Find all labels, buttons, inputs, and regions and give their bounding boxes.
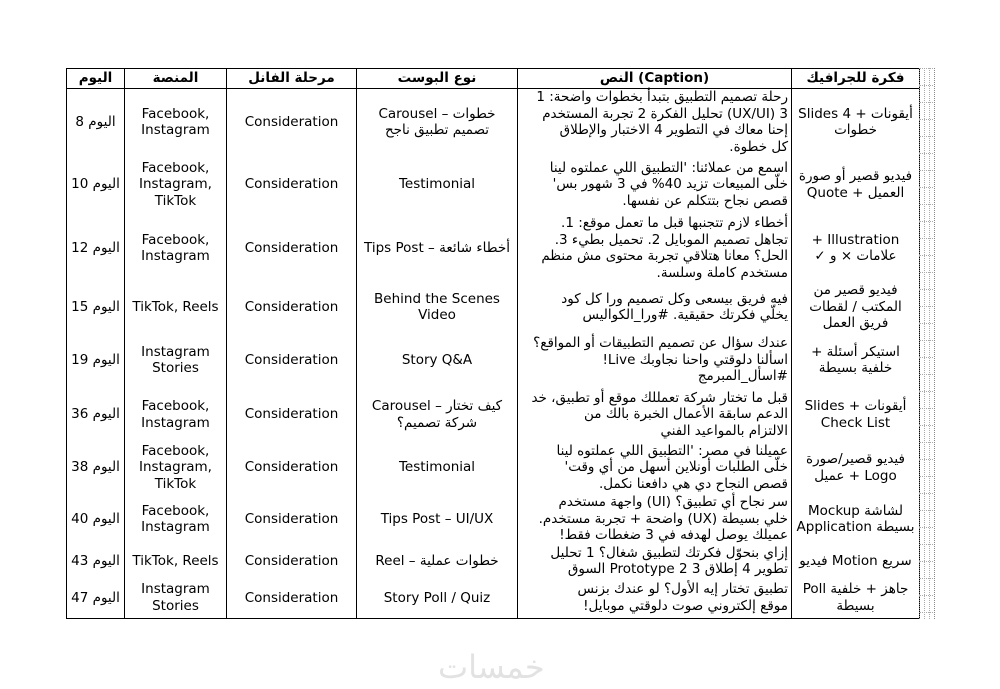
header-funnel-stage: مرحلة الفانل [227,69,357,89]
platform-cell-line: Instagram [141,519,210,535]
gridline [919,391,933,392]
caption-cell-line: إحنا معاك في التطوير 4 الاختبار والإطلاق [559,122,788,138]
header-caption: النص (Caption) [518,69,792,89]
caption-cell-line: مستخدم كاملة وسلسة. [656,264,788,281]
gridline [919,510,933,511]
gridline [919,425,933,426]
gridline [919,544,933,545]
caption-cell-line: فيه فريق بيسعى وكل تصميم ورا كل كود [561,290,788,307]
gridline [919,493,933,494]
caption-cell [518,494,792,544]
caption-cell-line: اسمع من عملائنا: 'التطبيق اللي عملتوه لينا [549,159,788,176]
caption-cell [518,89,792,156]
graphic-idea-cell-line: بسيطة Application [796,519,915,535]
platform-cell-line: TikTok, Reels [132,552,219,569]
gridline [919,476,933,477]
gridline [919,408,933,409]
graphic-idea-cell-line: Logo + عميل [814,467,897,484]
caption-cell-line: يخلّي فكرتك حقيقية. #ورا_الكواليس [582,307,788,323]
graphic-idea-cell-line: جاهز + خلفية Poll [802,581,909,598]
gridline [919,340,933,341]
graphic-idea-cell-line: Illustration + [811,231,900,248]
graphic-idea-cell-line: لشاشة Mockup [808,502,903,519]
caption-cell [518,441,792,494]
platform-cell-line: Instagram [141,581,210,598]
funnel-stage-cell: Consideration [227,214,357,282]
platform-cell [125,388,227,441]
day-cell: اليوم 36 [67,388,125,441]
platform-cell-line: Facebook, [141,159,210,176]
caption-cell-line: خلي بسيطة (UX) واضحة + تجربة مستخدم. [538,510,788,527]
gridline [919,306,933,307]
table-row [67,494,920,544]
caption-cell-line: قبل ما تختار شركة تعمللك موقع أو تطبيق، خد [531,389,788,406]
caption-cell-line: خلّى المبيعات تزيد 40% في 3 شهور بس' [552,176,788,193]
day-cell: اليوم 40 [67,494,125,544]
gridline [919,459,933,460]
graphic-idea-cell [792,282,920,332]
post-type-cell [357,214,518,282]
caption-cell-line: قصص النجاح دي هي دافعنا نكمل. [598,475,788,492]
funnel-stage-cell: Consideration [227,578,357,618]
table-row [67,155,920,214]
post-type-cell-line: Tips Post – UI/UX [380,510,494,527]
funnel-stage-cell: Consideration [227,544,357,578]
graphic-idea-cell-line: أيقونات + 4 Slides [798,105,913,122]
header-post-type: نوع البوست [357,69,518,89]
gridline [919,170,933,171]
day-cell: اليوم 19 [67,332,125,388]
funnel-stage-cell: Consideration [227,282,357,332]
platform-cell-line: Facebook, [141,105,210,122]
post-type-cell-line: Carousel – خطوات [378,105,496,122]
graphic-idea-cell-line: أيقونات + Slides [804,398,907,414]
graphic-idea-cell-line: فيديو قصير/صورة [806,451,905,467]
platform-cell [125,332,227,388]
header-graphic-idea: فكرة للجرافيك [792,69,920,89]
post-type-cell [357,441,518,494]
graphic-idea-cell [792,332,920,388]
graphic-idea-cell-line: فريق العمل [822,315,889,332]
post-type-cell-line: Tips Post – أخطاء شائعة [364,239,510,256]
funnel-stage-cell: Consideration [227,494,357,544]
caption-cell-line: الحل؟ معانا هتلاقي تجربة محتوى مش منظم [541,248,788,264]
caption-cell-line: رحلة تصميم التطبيق بتبدأ بخطوات واضحة: 1 [536,89,788,105]
gridline [919,102,933,103]
post-type-cell-line: Testimonial [398,176,476,193]
gridline [919,595,933,596]
gridline [919,255,933,256]
caption-cell-line: تطوير 4 إطلاق 3 Prototype 2 السوق [567,561,788,577]
platform-cell-line: TikTok, Reels [132,298,219,315]
post-type-cell [357,155,518,214]
graphic-idea-cell-line: استيكر أسئلة + [811,343,900,360]
gridline [919,561,933,562]
header-day: اليوم [67,69,125,89]
graphic-idea-cell-line: علامات × و ✓ [814,248,897,264]
gridline [919,238,933,239]
platform-cell [125,578,227,618]
gridline [919,272,933,273]
graphic-idea-cell [792,441,920,494]
gridline [919,153,933,154]
post-type-cell-line: Reel – خطوات عملية [375,552,499,569]
gridline [919,204,933,205]
gridline [919,323,933,324]
gridline [919,119,933,120]
table-row [67,89,920,156]
post-type-cell [357,544,518,578]
funnel-stage-cell: Consideration [227,89,357,156]
caption-cell-line: الالتزام بالمواعيد الفني [660,422,788,439]
platform-cell-line: TikTok [154,475,197,492]
graphic-idea-cell [792,388,920,441]
platform-cell-line: Facebook, [141,231,210,248]
post-type-cell [357,494,518,544]
caption-cell-line: عندك سؤال عن تصميم التطبيقات أو المواقع؟ [533,335,788,352]
table-row [67,544,920,578]
caption-cell [518,578,792,618]
platform-cell-line: Facebook, [141,398,210,414]
caption-cell-line: عميلنا في مصر: 'التطبيق اللي عملتوه لينا [556,442,788,459]
funnel-stage-cell: Consideration [227,155,357,214]
post-type-cell-line: Story Q&A [401,351,473,368]
spreadsheet-gridlines [919,68,935,619]
caption-cell-line: موقع إلكتروني صوت دلوقتي موبايل! [583,597,788,614]
day-cell: اليوم 10 [67,155,125,214]
graphic-idea-cell [792,214,920,282]
header-platform: المنصة [125,69,227,89]
graphic-idea-cell [792,494,920,544]
gridline [919,289,933,290]
platform-cell [125,441,227,494]
gridline [919,357,933,358]
platform-cell-line: Instagram [141,343,210,360]
caption-cell-line: #اسأل_المبرمج [697,368,788,385]
post-type-cell-line: Story Poll / Quiz [383,589,491,606]
gridline [919,85,933,86]
platform-cell [125,155,227,214]
graphic-idea-cell-line: المكتب / لقطات [809,298,902,315]
gridline [919,612,933,613]
gridline [919,187,933,188]
gridline [919,68,933,69]
gridline [919,527,933,528]
caption-cell-line: تجاهل تصميم الموبايل 2. تحميل بطيء 3. [554,231,788,248]
platform-cell-line: Stories [152,360,199,376]
caption-cell [518,155,792,214]
funnel-stage-cell: Consideration [227,332,357,388]
post-type-cell-line: Carousel – كيف تختار [371,398,503,414]
khamsat-watermark: خمسات [438,648,545,686]
post-type-cell [357,89,518,156]
platform-cell-line: Instagram [141,248,210,264]
caption-cell-line: الدعم سابقة الأعمال الخبرة بالك من [584,406,788,423]
platform-cell-line: Facebook, [141,502,210,519]
header-row [67,69,920,89]
caption-cell [518,388,792,441]
platform-cell [125,544,227,578]
day-cell: اليوم 15 [67,282,125,332]
graphic-idea-cell-line: فيديو قصير أو صورة [798,168,913,184]
platform-cell-line: Instagram, [139,176,212,193]
table-row [67,214,920,282]
platform-cell [125,282,227,332]
caption-cell-line: كل خطوة. [729,138,788,155]
graphic-idea-cell [792,544,920,578]
gridline [919,442,933,443]
gridline [919,221,933,222]
post-type-cell [357,282,518,332]
caption-cell-line: عميلك يوصل لهدفه في 3 ضغطات فقط! [559,527,788,544]
table-row [67,388,920,441]
graphic-idea-cell-line: فيديو قصير من [813,282,898,299]
post-type-cell [357,332,518,388]
caption-cell-line: إزاي بنحوّل فكرتك لتطبيق شغال؟ 1 تحليل [550,544,788,561]
graphic-idea-cell-line: بسيطة [836,597,875,614]
platform-cell-line: Instagram [141,414,210,431]
day-cell: اليوم 8 [67,89,125,156]
platform-cell-line: Instagram [141,122,210,138]
table-row [67,441,920,494]
caption-cell-line: خلّى الطلبات أونلاين أسهل من أي وقت' [564,459,788,476]
funnel-stage-cell: Consideration [227,388,357,441]
post-type-cell-line: تصميم تطبيق ناجح [384,122,490,138]
caption-cell [518,544,792,578]
graphic-idea-cell-line: العميل + Quote [806,184,905,201]
post-type-cell-line: Behind the Scenes [374,290,500,307]
platform-cell-line: Stories [152,597,199,614]
graphic-idea-cell-line: خلفية بسيطة [818,360,893,376]
caption-cell-line: سر نجاح أي تطبيق؟ (UI) واجهة مستخدم [558,494,788,511]
post-type-cell [357,578,518,618]
post-type-cell-line: شركة تصميم؟ [396,414,478,431]
graphic-idea-cell [792,155,920,214]
table-row [67,578,920,618]
day-cell: اليوم 38 [67,441,125,494]
gridline [919,578,933,579]
day-cell: اليوم 47 [67,578,125,618]
platform-cell [125,214,227,282]
table-row [67,332,920,388]
caption-cell-line: قصص نجاح بتتكلم عن نفسها. [622,192,788,209]
day-cell: اليوم 12 [67,214,125,282]
caption-cell [518,214,792,282]
platform-cell [125,89,227,156]
graphic-idea-cell [792,578,920,618]
gridline [919,136,933,137]
caption-cell [518,332,792,388]
platform-cell-line: Facebook, [141,442,210,459]
platform-cell-line: TikTok [154,192,197,209]
caption-cell-line: تطبيق تختار إيه الأول؟ لو عندك بزنس [577,581,788,598]
gridline [919,374,933,375]
caption-cell-line: 3 (UX/UI) تحليل الفكرة 2 تجربة المستخدم [542,105,788,122]
day-cell: اليوم 43 [67,544,125,578]
caption-cell [518,282,792,332]
funnel-stage-cell: Consideration [227,441,357,494]
table-row [67,282,920,332]
graphic-idea-cell [792,89,920,156]
graphic-idea-cell-line: خطوات [834,122,877,138]
caption-cell-line: أخطاء لازم تتجنبها قبل ما تعمل موقع: 1. [561,215,788,231]
caption-cell-line: اسألنا دلوقتي واحنا نجاوبك Live! [602,351,788,368]
graphic-idea-cell-line: سريع Motion فيديو [799,552,912,569]
post-type-cell-line: Video [418,307,456,323]
graphic-idea-cell-line: Check List [820,414,891,431]
post-type-cell [357,388,518,441]
post-type-cell-line: Testimonial [398,459,476,476]
platform-cell [125,494,227,544]
content-calendar-table [66,68,919,619]
platform-cell-line: Instagram, [139,459,212,476]
